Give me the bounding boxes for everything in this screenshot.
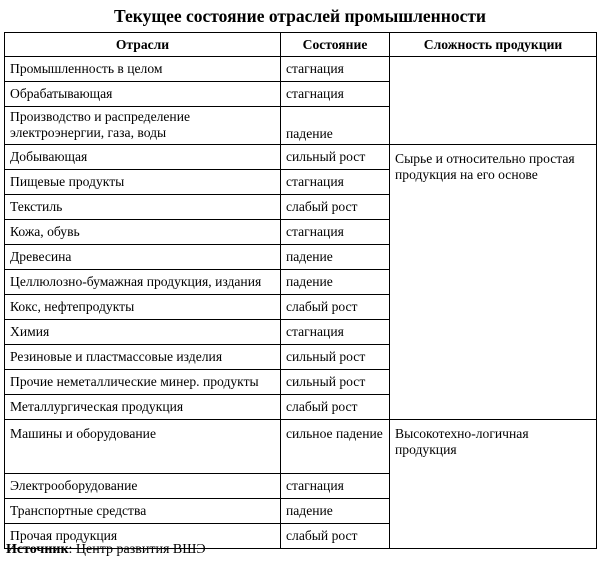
complexity-cell: Высокотехно-логичная продукция (390, 420, 597, 549)
sector-cell: Металлургическая продукция (5, 395, 281, 420)
sector-cell: Кожа, обувь (5, 220, 281, 245)
state-cell: слабый рост (281, 295, 390, 320)
sector-cell: Текстиль (5, 195, 281, 220)
complexity-cell: Сырье и относительно простая продукция на его основе (390, 145, 597, 420)
sector-cell: Прочая продукция (5, 524, 281, 549)
header-state: Состояние (281, 33, 390, 57)
state-cell: стагнация (281, 220, 390, 245)
sector-cell: Обрабатывающая (5, 82, 281, 107)
sector-cell: Транспортные средства (5, 499, 281, 524)
state-cell: падение (281, 499, 390, 524)
header-complexity: Сложность продукции (390, 33, 597, 57)
industry-state-table (4, 32, 597, 549)
state-cell: падение (281, 245, 390, 270)
header-sectors: Отрасли (5, 33, 281, 57)
state-cell: слабый рост (281, 195, 390, 220)
sector-cell: Машины и оборудование (5, 420, 281, 474)
table-header-row (5, 33, 597, 57)
sector-cell: Химия (5, 320, 281, 345)
state-cell: стагнация (281, 57, 390, 82)
source-text: : Центр развития ВШЭ (68, 542, 206, 557)
sector-cell: Прочие неметаллические минер. продукты (5, 370, 281, 395)
state-cell: падение (281, 270, 390, 295)
state-cell: сильное падение (281, 420, 390, 474)
state-cell: сильный рост (281, 370, 390, 395)
table-row (5, 57, 597, 82)
sector-cell: Древесина (5, 245, 281, 270)
state-cell: слабый рост (281, 524, 390, 549)
sector-cell: Целлюлозно-бумажная продукция, издания (5, 270, 281, 295)
source-label: Источник (6, 542, 69, 557)
sector-cell: Пищевые продукты (5, 170, 281, 195)
source-note (6, 541, 206, 559)
state-cell: слабый рост (281, 395, 390, 420)
sector-cell: Промышленность в целом (5, 57, 281, 82)
state-cell: стагнация (281, 320, 390, 345)
sector-cell: Резиновые и пластмассовые изделия (5, 345, 281, 370)
table-row (5, 420, 597, 474)
state-cell: стагнация (281, 474, 390, 499)
state-cell: падение (281, 107, 390, 145)
sector-cell: Кокс, нефтепродукты (5, 295, 281, 320)
state-cell: сильный рост (281, 345, 390, 370)
state-cell: стагнация (281, 82, 390, 107)
sector-cell: Производство и распределение электроэнергии, газа, воды (5, 107, 281, 145)
sector-cell: Электрооборудование (5, 474, 281, 499)
state-cell: стагнация (281, 170, 390, 195)
complexity-cell (390, 57, 597, 145)
table-title: Текущее состояние отраслей промышленности (113, 6, 487, 26)
state-cell: сильный рост (281, 145, 390, 170)
table-row (5, 145, 597, 170)
sector-cell: Добывающая (5, 145, 281, 170)
